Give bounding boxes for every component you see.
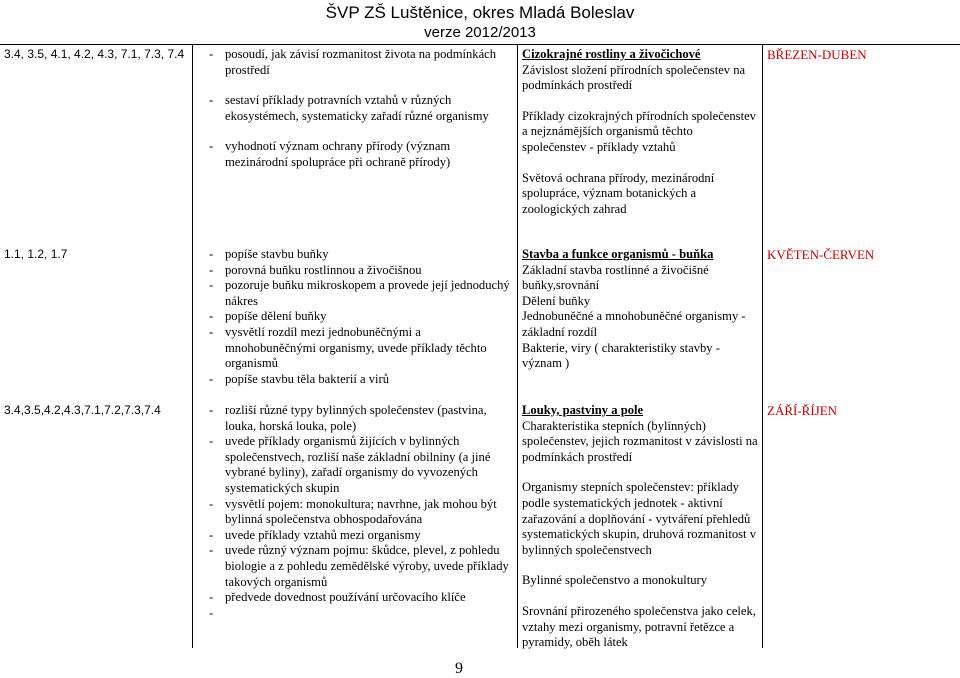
content-text: Bakterie, viry ( charakteristiky stavby - význam ) <box>522 340 720 371</box>
outcomes-list <box>197 403 513 606</box>
outcome-item: - vysvětlí rozdíl mezi jednobuněčnými a mnohobuněčnými organismy, uvede příklady těchto organismů <box>197 325 513 372</box>
content-text: Dělení buňky <box>522 293 591 308</box>
outcomes-cell <box>193 244 518 400</box>
content-text: Organismy stepních společenstev: příklady podle systematických jednotek - aktivní zařazování a doplňování - vytváření přehledů systematických skupin, druhová rozmanitost v bylinných společenstvech <box>522 480 756 557</box>
outcome-item: - posoudí, jak závisí rozmanitost života na podmínkách prostředí <box>197 47 513 78</box>
version-label: verze 2012/2013 <box>424 24 536 41</box>
outcome-item: - porovná buňku rostlinnou a živočišnou <box>197 263 513 279</box>
topic-heading: Stavba a funkce organismů - buňka <box>522 247 714 261</box>
outcome-item: - předvede dovednost používání určovacího klíče <box>197 590 513 606</box>
spacer <box>522 465 758 480</box>
outcome-item: - popíše stavbu těla bakterií a virů <box>197 372 513 388</box>
school-title: ŠVP ZŠ Luštěnice, okres Mladá Boleslav <box>325 3 635 22</box>
outcome-item: - uvede příklady vztahů mezi organismy <box>197 528 513 544</box>
spacer <box>197 78 513 93</box>
outcome-item: - popíše dělení buňky <box>197 309 513 325</box>
period-cell <box>763 44 960 244</box>
spacer <box>522 589 758 604</box>
table-row <box>0 244 960 400</box>
content-text: Srovnání přirozeného společenstva jako celek, vztahy mezi organismy, potravní řetězce a pyramidy, oběh látek <box>522 603 756 650</box>
period-cell <box>763 244 960 400</box>
content-cell <box>518 400 763 648</box>
period-cell <box>763 400 960 648</box>
outcome-item: - rozliší různé typy bylinných společenstev (pastvina, louka, horská louka, pole) <box>197 403 513 434</box>
outcomes-list <box>197 47 513 171</box>
outcome-item: - vysvětlí pojem: monokultura; navrhne, jak mohou být bylinná společenstva obhospodařována <box>197 497 513 528</box>
content-text: Příklady cizokrajných přírodních společenstev a nejznámějších organismů těchto společenstev - příklady vztahů <box>522 108 756 154</box>
content-cell <box>518 244 763 400</box>
content-text: Jednobuněčné a mnohobuněčné organismy - základní rozdíl <box>522 309 746 339</box>
spacer <box>197 124 513 139</box>
content-text: Základní stavba rostlinné a živočišné buňky,srovnání <box>522 262 709 293</box>
period-label: KVĚTEN-ČERVEN <box>767 247 875 262</box>
refs-cell: 1.1, 1.2, 1.7 <box>0 244 193 400</box>
outcome-item: - sestaví příklady potravních vztahů v různých ekosystémech, systematicky zařadí různé organismy <box>197 93 513 124</box>
period-label: ZÁŘÍ-ŘÍJEN <box>767 403 838 418</box>
content-text: Světová ochrana přírody, mezinárodní spolupráce, význam botanických a zoologických zahrad <box>522 170 715 216</box>
topic-heading: Cizokrajné rostliny a živočichové <box>522 47 701 61</box>
page-header <box>0 2 960 42</box>
refs-cell: 3.4,3.5,4.2,4.3,7.1,7.2,7.3,7.4 <box>0 400 193 648</box>
content-text: Bylinné společenstvo a monokultury <box>522 573 708 588</box>
outcomes-cell <box>193 400 518 648</box>
curriculum-table <box>0 44 960 648</box>
outcome-item: - vyhodnotí význam ochrany přírody (význam mezinárodní spolupráce při ochraně přírody) <box>197 139 513 170</box>
period-label: BŘEZEN-DUBEN <box>767 47 867 62</box>
outcomes-list <box>197 247 513 387</box>
topic-heading: Louky, pastviny a pole <box>522 403 644 417</box>
outcomes-cell <box>193 44 518 244</box>
spacer <box>522 558 758 573</box>
table-row <box>0 400 960 648</box>
spacer <box>522 94 758 109</box>
page-number: 9 <box>455 660 463 677</box>
content-text: Závislost složení přírodních společenstev na podmínkách prostředí <box>522 62 746 93</box>
content-text: Charakteristika stepních (bylinných) společenstev, jejich rozmanitost v závislosti na podmínkách prostředí <box>522 418 758 464</box>
spacer <box>522 156 758 171</box>
outcome-item: - uvede různý význam pojmu: škůdce, plevel, z pohledu biologie a z pohledu zemědělské výroby, uvede příklady takových organismů <box>197 543 513 590</box>
refs-cell: 3.4, 3.5, 4.1, 4.2, 4.3, 7.1, 7.3, 7.4 <box>0 44 193 244</box>
outcome-item: - popíše stavbu buňky <box>197 247 513 263</box>
table-row <box>0 44 960 244</box>
outcome-item: - pozoruje buňku mikroskopem a provede její jednoduchý nákres <box>197 278 513 309</box>
outcome-item: - uvede příklady organismů žijících v bylinných společenstvech, rozliší naše základní obilniny (a jiné vybrané byliny), zařadí organismy do vyvozených systematických skupin <box>197 434 513 496</box>
content-cell <box>518 44 763 244</box>
